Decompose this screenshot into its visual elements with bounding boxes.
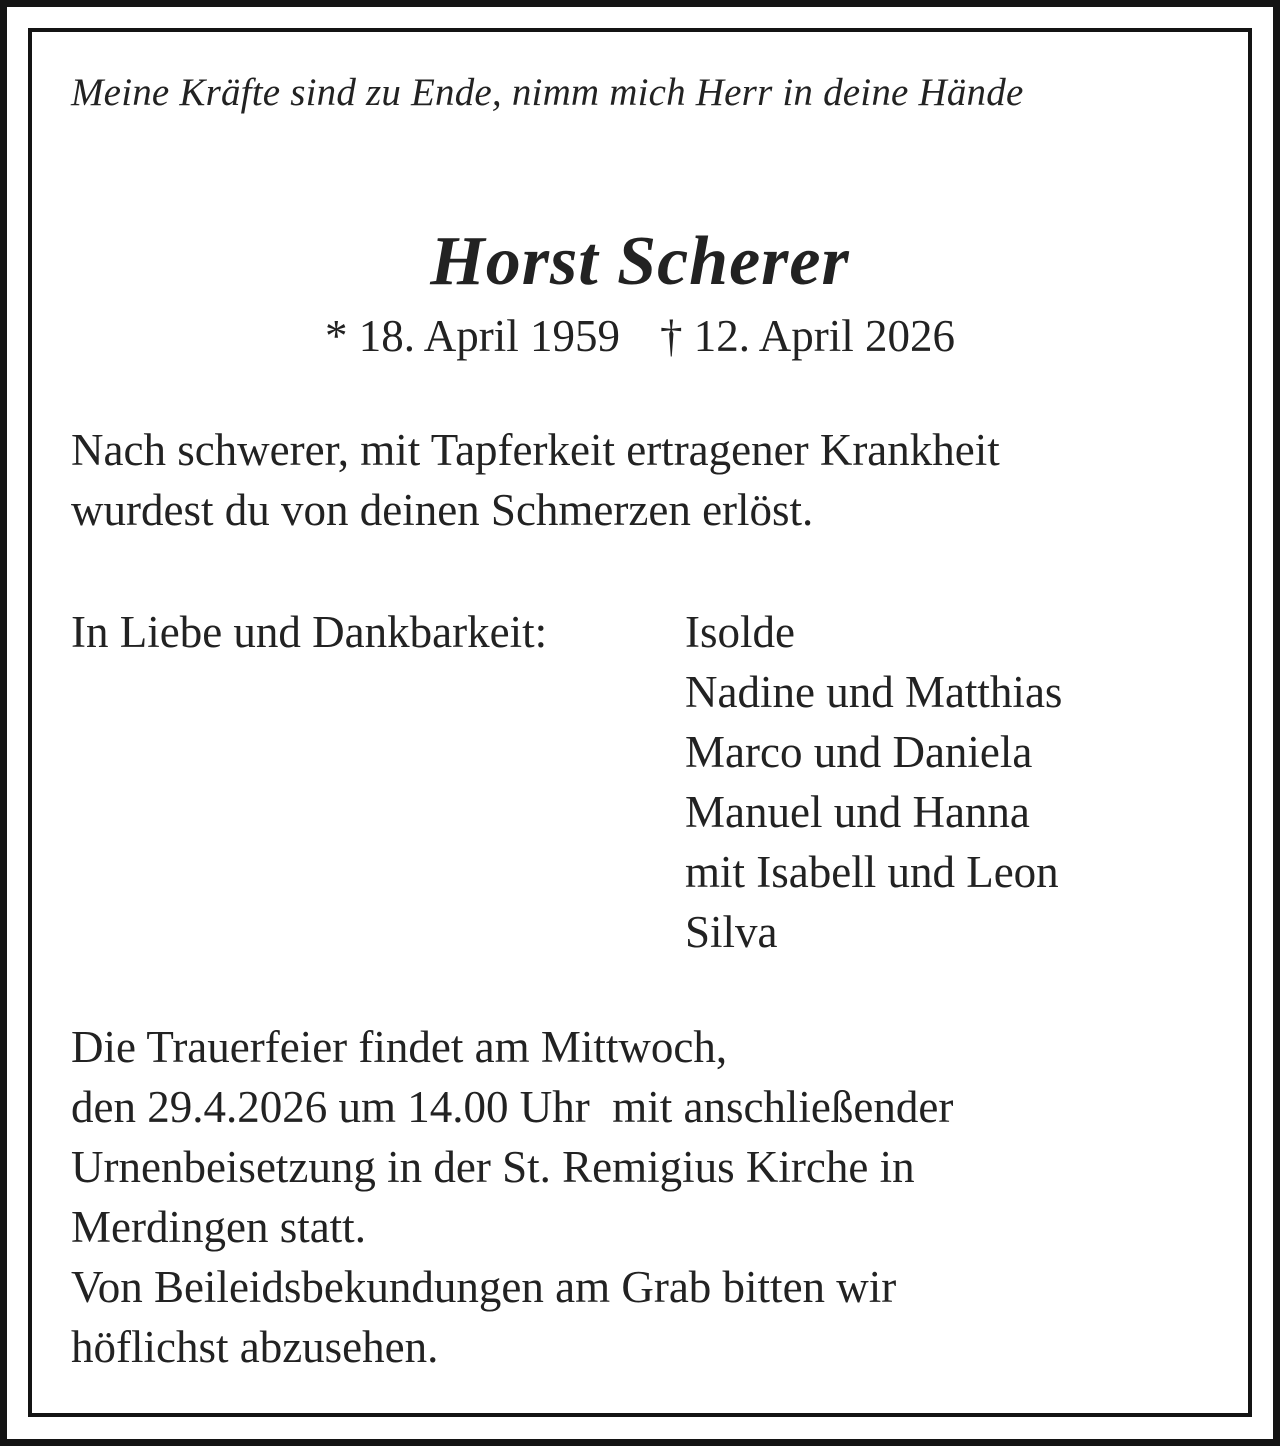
deceased-name: Horst Scherer — [430, 223, 850, 300]
motto-quote: Meine Kräfte sind zu Ende, nimm mich Herr in deine Hände — [71, 71, 1024, 114]
funeral-line: Urnenbeisetzung in der St. Remigius Kirche in — [71, 1142, 915, 1192]
intro-line: Nach schwerer, mit Tapferkeit ertragener Krankheit — [71, 425, 1000, 475]
family-member: Nadine und Matthias — [685, 667, 1063, 717]
life-dates — [0, 310, 1280, 362]
intro-line: wurdest du von deinen Schmerzen erlöst. — [71, 485, 814, 535]
family-member: Isolde — [685, 607, 795, 657]
thanks-label: In Liebe und Dankbarkeit: — [71, 607, 548, 657]
funeral-line: den 29.4.2026 um 14.00 Uhr mit anschließender — [71, 1082, 954, 1132]
intro-paragraph — [71, 420, 1000, 540]
birth-date: * 18. April 1959 — [324, 311, 620, 361]
funeral-line: Merdingen statt. — [71, 1202, 366, 1252]
family-member: mit Isabell und Leon — [685, 847, 1059, 897]
family-list — [685, 602, 1062, 962]
death-date: † 12. April 2026 — [660, 311, 956, 361]
funeral-info — [71, 1017, 953, 1377]
family-member: Silva — [685, 907, 778, 957]
funeral-line: Die Trauerfeier findet am Mittwoch, — [71, 1022, 728, 1072]
funeral-line: Von Beileidsbekundungen am Grab bitten wir — [71, 1262, 897, 1312]
family-member: Marco und Daniela — [685, 727, 1033, 777]
family-member: Manuel und Hanna — [685, 787, 1030, 837]
funeral-line: höflichst abzusehen. — [71, 1322, 439, 1372]
